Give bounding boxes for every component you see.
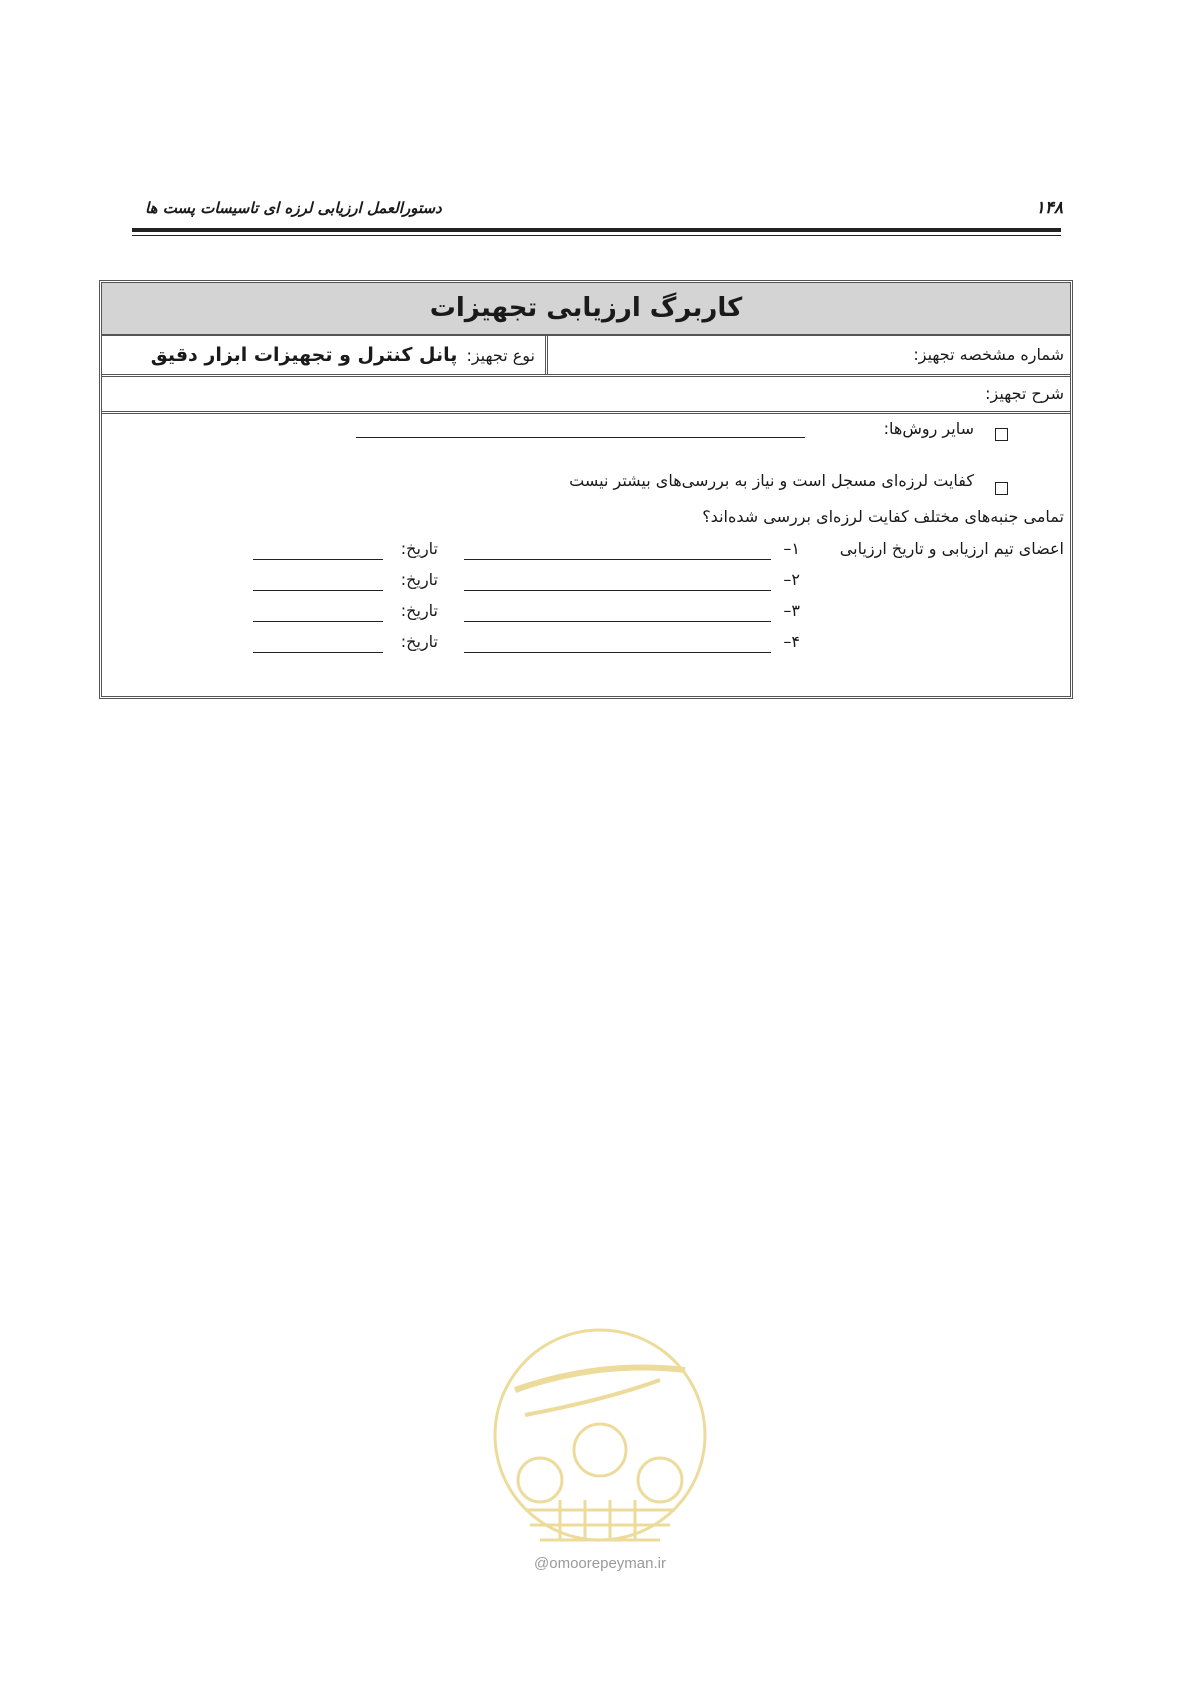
running-header-title: دستورالعمل ارزیابی لرزه ای تاسیسات پست ها: [145, 199, 442, 217]
member-date-label: تاریخ:: [400, 601, 438, 620]
member-number: ۴–: [783, 632, 800, 651]
equipment-type-cell: [102, 336, 548, 374]
team-member-row: [102, 539, 1070, 569]
team-member-row: [102, 570, 1070, 600]
equipment-type-label: نوع تجهیز:: [466, 346, 535, 365]
page-number: ۱۴۸: [1035, 198, 1063, 218]
member-number: ۳–: [783, 601, 800, 620]
completeness-question: تمامی جنبه‌های مختلف کفایت لرزه‌ای بررسی شده‌اند؟: [702, 507, 1064, 526]
watermark-url: @omoorepeyman.ir: [534, 1555, 666, 1572]
member-date-label: تاریخ:: [400, 632, 438, 651]
form-title: کاربرگ ارزیابی تجهیزات: [102, 283, 1070, 336]
other-methods-checkbox[interactable]: [995, 428, 1008, 441]
member-date-line[interactable]: [253, 559, 383, 560]
equipment-info-row: [102, 336, 1070, 377]
member-name-line[interactable]: [464, 621, 771, 622]
equipment-description-label: شرح تجهیز:: [985, 384, 1064, 403]
member-name-line[interactable]: [464, 559, 771, 560]
member-number: ۱–: [783, 539, 800, 558]
team-member-row: [102, 632, 1070, 662]
equipment-type-field: [151, 336, 535, 375]
member-date-line[interactable]: [253, 652, 383, 653]
team-member-row: [102, 601, 1070, 631]
member-date-line[interactable]: [253, 621, 383, 622]
member-name-line[interactable]: [464, 652, 771, 653]
equipment-description-row: [102, 377, 1070, 414]
member-date-label: تاریخ:: [400, 539, 438, 558]
equipment-id-label: شماره مشخصه تجهیز:: [913, 345, 1064, 364]
member-name-line[interactable]: [464, 590, 771, 591]
header-rule-thin: [132, 235, 1061, 236]
equipment-evaluation-form: [99, 280, 1073, 699]
other-methods-label: سایر روش‌ها:: [883, 419, 974, 438]
adequacy-statement: کفایت لرزه‌ای مسجل است و نیاز به بررسی‌های بیشتر نیست: [569, 471, 974, 490]
team-members-label: اعضای تیم ارزیابی و تاریخ ارزیابی: [839, 539, 1064, 558]
equipment-type-value: پانل کنترل و تجهیزات ابزار دقیق: [150, 344, 458, 366]
header-rule: [132, 228, 1061, 232]
member-date-line[interactable]: [253, 590, 383, 591]
adequacy-confirmed-checkbox[interactable]: [995, 482, 1008, 495]
other-methods-fill-line[interactable]: [356, 437, 805, 438]
member-date-label: تاریخ:: [400, 570, 438, 589]
member-number: ۲–: [783, 570, 800, 589]
